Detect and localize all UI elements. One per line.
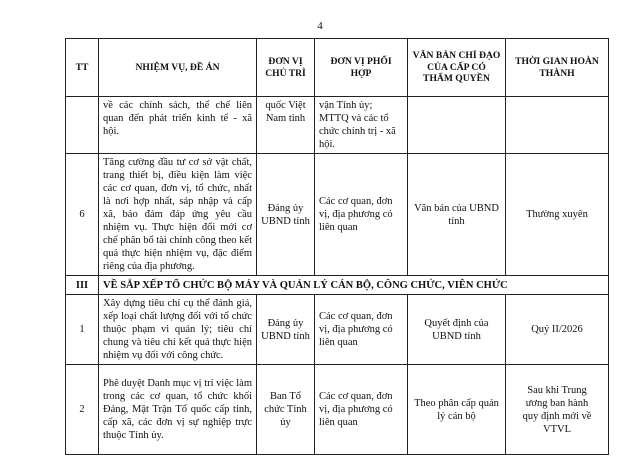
row-deadline bbox=[506, 97, 609, 154]
table-row bbox=[66, 154, 609, 276]
row-task: Xây dựng tiêu chí cụ thể đánh giá, xếp loại chất lượng đối với tổ chức thuộc phạm vi quản lý; tiêu chí chung và tiêu chí kết quả thực hiện nhiệm vụ đối với công chức. bbox=[99, 295, 257, 365]
header-task: NHIỆM VỤ, ĐỀ ÁN bbox=[99, 39, 257, 97]
section-header-row bbox=[66, 276, 609, 295]
page-number: 4 bbox=[317, 20, 323, 32]
row-lead-unit: Đảng ủy UBND tỉnh bbox=[257, 154, 315, 276]
row-deadline: Quý II/2026 bbox=[506, 295, 609, 365]
header-deadline: THỜI GIAN HOÀN THÀNH bbox=[506, 39, 609, 97]
row-deadline: Sau khi Trung ương ban hành quy định mới về VTVL bbox=[506, 365, 609, 455]
row-tt: 6 bbox=[66, 154, 99, 276]
table-row bbox=[66, 365, 609, 455]
header-lead-unit: ĐƠN VỊ CHỦ TRÌ bbox=[257, 39, 315, 97]
row-directive-document: Văn bản của UBND tỉnh bbox=[408, 154, 506, 276]
row-task: về các chính sách, thể chế liên quan đến phát triển kinh tế - xã hội. bbox=[99, 97, 257, 154]
row-coordinating-unit: Các cơ quan, đơn vị, địa phương có liên quan bbox=[315, 295, 408, 365]
row-directive-document: Quyết định của UBND tỉnh bbox=[408, 295, 506, 365]
row-coordinating-unit: Các cơ quan, đơn vị, địa phương có liên quan bbox=[315, 154, 408, 276]
section-title: VỀ SẮP XẾP TỔ CHỨC BỘ MÁY VÀ QUẢN LÝ CÁN BỘ, CÔNG CHỨC, VIÊN CHỨC bbox=[99, 276, 609, 295]
header-directive-document: VĂN BẢN CHỈ ĐẠO CỦA CẤP CÓ THẨM QUYỀN bbox=[408, 39, 506, 97]
row-lead-unit: Đảng ủy UBND tỉnh bbox=[257, 295, 315, 365]
table-row bbox=[66, 295, 609, 365]
row-tt: 1 bbox=[66, 295, 99, 365]
row-coordinating-unit: vận Tỉnh ủy; MTTQ và các tổ chức chính trị - xã hội. bbox=[315, 97, 408, 154]
row-tt: 2 bbox=[66, 365, 99, 455]
header-coordinating-unit: ĐƠN VỊ PHỐI HỢP bbox=[315, 39, 408, 97]
table-header-row bbox=[66, 39, 609, 97]
row-coordinating-unit: Các cơ quan, đơn vị, địa phương có liên quan bbox=[315, 365, 408, 455]
header-tt: TT bbox=[66, 39, 99, 97]
section-number: III bbox=[66, 276, 99, 295]
row-directive-document bbox=[408, 97, 506, 154]
task-table bbox=[65, 38, 609, 455]
row-deadline: Thường xuyên bbox=[506, 154, 609, 276]
row-task: Tăng cường đầu tư cơ sở vật chất, trang thiết bị, điều kiện làm việc các cơ quan, đơn vị, tổ chức, nhất là nơi hợp nhất, sáp nhập và cấp xã, bảo đảm đáp ứng yêu cầu nhiệm vụ. Thực hiện đổi mới cơ chế phân bổ tài chính công theo kết quả thực hiện nhiệm vụ, đặc điểm riêng của địa phương. bbox=[99, 154, 257, 276]
row-lead-unit: quốc Việt Nam tỉnh bbox=[257, 97, 315, 154]
table-row bbox=[66, 97, 609, 154]
row-tt bbox=[66, 97, 99, 154]
row-directive-document: Theo phân cấp quản lý cán bộ bbox=[408, 365, 506, 455]
row-lead-unit: Ban Tổ chức Tỉnh ủy bbox=[257, 365, 315, 455]
row-task: Phê duyệt Danh mục vị trí việc làm trong các cơ quan, tổ chức khối Đảng, Mặt Trận Tổ quốc cấp tỉnh, cấp xã, các đơn vị sự nghiệp trực thuộc Tỉnh ủy. bbox=[99, 365, 257, 455]
